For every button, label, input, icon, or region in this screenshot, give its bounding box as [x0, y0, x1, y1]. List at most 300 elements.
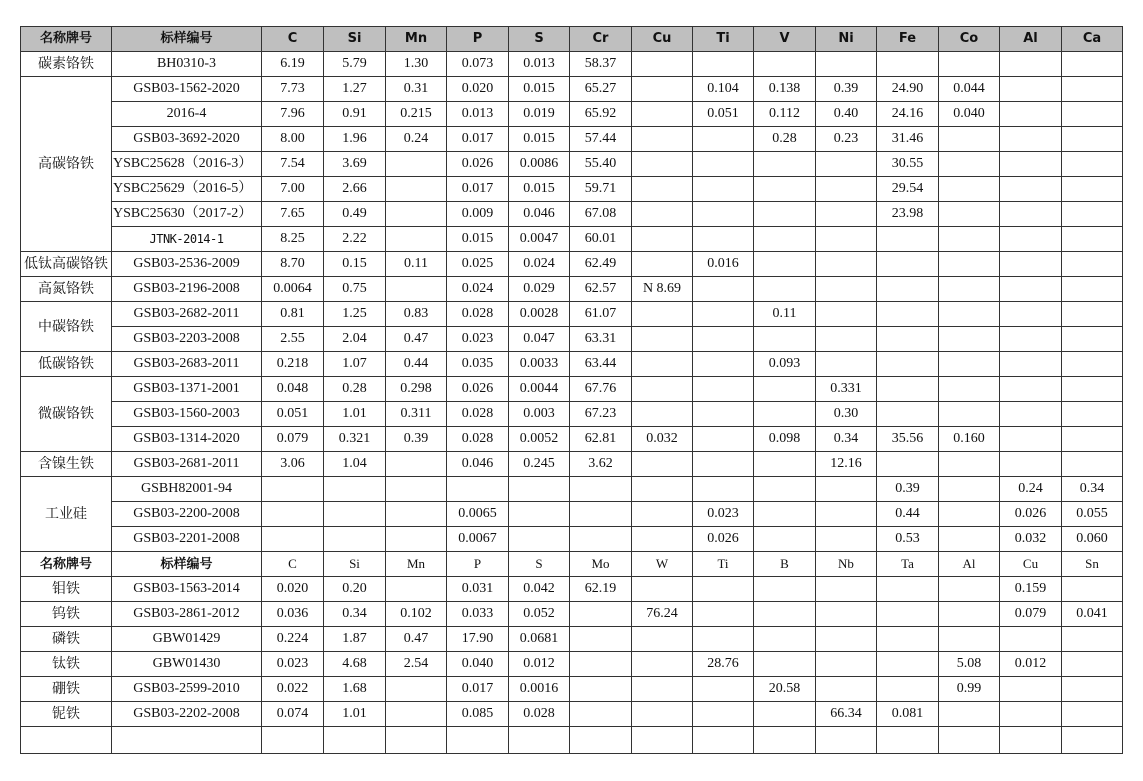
value-cell: 0.44 — [386, 352, 447, 377]
value-cell — [754, 252, 816, 277]
standard-id-cell: YSBC25628（2016-3） — [112, 152, 262, 177]
column-header: Si — [324, 27, 386, 52]
standard-id-cell: YSBC25629（2016-5） — [112, 177, 262, 202]
value-cell — [754, 327, 816, 352]
value-cell: 3.69 — [324, 152, 386, 177]
value-cell — [632, 177, 693, 202]
value-cell — [570, 477, 632, 502]
value-cell — [939, 302, 1000, 327]
value-cell: 31.46 — [877, 127, 939, 152]
standard-id-cell: GBW01430 — [112, 652, 262, 677]
empty-cell — [1000, 727, 1062, 754]
value-cell — [939, 452, 1000, 477]
value-cell — [632, 52, 693, 77]
value-cell: 8.25 — [262, 227, 324, 252]
value-cell — [570, 527, 632, 552]
value-cell: 0.033 — [447, 602, 509, 627]
value-cell: 29.54 — [877, 177, 939, 202]
value-cell — [1000, 452, 1062, 477]
value-cell — [447, 477, 509, 502]
column-header: Mn — [386, 27, 447, 52]
value-cell — [1000, 202, 1062, 227]
value-cell: 2.54 — [386, 652, 447, 677]
value-cell: 0.028 — [447, 302, 509, 327]
value-cell — [632, 702, 693, 727]
value-cell: 0.032 — [1000, 527, 1062, 552]
value-cell: 0.026 — [447, 377, 509, 402]
value-cell — [324, 502, 386, 527]
value-cell — [754, 277, 816, 302]
value-cell: 0.40 — [816, 102, 877, 127]
value-cell — [754, 602, 816, 627]
standard-id-cell: GSB03-2599-2010 — [112, 677, 262, 702]
column-header: Co — [939, 27, 1000, 52]
value-cell: 0.81 — [262, 302, 324, 327]
value-cell: 3.06 — [262, 452, 324, 477]
value-cell — [509, 477, 570, 502]
value-cell: 0.040 — [447, 652, 509, 677]
value-cell — [754, 152, 816, 177]
value-cell — [386, 477, 447, 502]
value-cell: 67.76 — [570, 377, 632, 402]
value-cell — [632, 327, 693, 352]
value-cell — [632, 652, 693, 677]
value-cell: 0.83 — [386, 302, 447, 327]
column-header: Cr — [570, 27, 632, 52]
value-cell: 0.28 — [754, 127, 816, 152]
value-cell — [632, 127, 693, 152]
value-cell — [632, 677, 693, 702]
value-cell — [877, 377, 939, 402]
value-cell — [632, 377, 693, 402]
value-cell: 63.44 — [570, 352, 632, 377]
value-cell — [1062, 702, 1123, 727]
value-cell — [632, 152, 693, 177]
value-cell: 3.62 — [570, 452, 632, 477]
value-cell — [693, 227, 754, 252]
value-cell: 0.160 — [939, 427, 1000, 452]
table-row — [21, 452, 1123, 477]
value-cell — [816, 202, 877, 227]
value-cell: 0.028 — [447, 427, 509, 452]
table-row — [21, 277, 1123, 302]
value-cell: 1.25 — [324, 302, 386, 327]
value-cell: 1.68 — [324, 677, 386, 702]
value-cell — [1062, 52, 1123, 77]
value-cell: 0.298 — [386, 377, 447, 402]
value-cell: 0.020 — [447, 77, 509, 102]
value-cell — [632, 77, 693, 102]
column-header: Ca — [1062, 27, 1123, 52]
value-cell — [570, 652, 632, 677]
value-cell — [262, 502, 324, 527]
grade-name-cell: 碳素铬铁 — [21, 52, 112, 77]
standard-id-cell: GSB03-1314-2020 — [112, 427, 262, 452]
value-cell — [1000, 327, 1062, 352]
value-cell — [386, 227, 447, 252]
value-cell — [754, 177, 816, 202]
table-row — [21, 202, 1123, 227]
value-cell — [632, 577, 693, 602]
value-cell — [939, 577, 1000, 602]
ferroalloy-standards-table — [20, 26, 1123, 754]
value-cell — [632, 202, 693, 227]
value-cell: 7.00 — [262, 177, 324, 202]
column-header: Cu — [632, 27, 693, 52]
value-cell: 20.58 — [754, 677, 816, 702]
value-cell: 0.051 — [262, 402, 324, 427]
value-cell: 0.015 — [509, 127, 570, 152]
value-cell — [693, 477, 754, 502]
value-cell: 0.041 — [1062, 602, 1123, 627]
empty-cell — [693, 727, 754, 754]
value-cell — [1062, 427, 1123, 452]
value-cell: 62.57 — [570, 277, 632, 302]
value-cell: 0.079 — [1000, 602, 1062, 627]
value-cell — [693, 702, 754, 727]
value-cell: 0.031 — [447, 577, 509, 602]
value-cell — [693, 627, 754, 652]
value-cell — [693, 602, 754, 627]
value-cell — [939, 377, 1000, 402]
value-cell: 0.34 — [1062, 477, 1123, 502]
value-cell — [877, 577, 939, 602]
value-cell — [1062, 402, 1123, 427]
empty-cell — [816, 727, 877, 754]
standard-id-cell: YSBC25630（2017-2） — [112, 202, 262, 227]
value-cell — [754, 527, 816, 552]
value-cell: 0.49 — [324, 202, 386, 227]
value-cell: 0.20 — [324, 577, 386, 602]
value-cell: 0.0681 — [509, 627, 570, 652]
value-cell: 1.01 — [324, 402, 386, 427]
value-cell — [754, 477, 816, 502]
table-row — [21, 77, 1123, 102]
value-cell: 0.24 — [1000, 477, 1062, 502]
value-cell: 8.70 — [262, 252, 324, 277]
value-cell: 0.012 — [509, 652, 570, 677]
value-cell: 17.90 — [447, 627, 509, 652]
column-header: Ni — [816, 27, 877, 52]
value-cell: 0.047 — [509, 327, 570, 352]
column-header: Ti — [693, 27, 754, 52]
value-cell: 0.026 — [447, 152, 509, 177]
value-cell: 0.032 — [632, 427, 693, 452]
value-cell — [816, 327, 877, 352]
table-row — [21, 427, 1123, 452]
column-header: 名称牌号 — [21, 552, 112, 577]
standard-id-cell: GSB03-2203-2008 — [112, 327, 262, 352]
value-cell — [386, 527, 447, 552]
value-cell — [1062, 327, 1123, 352]
value-cell — [816, 652, 877, 677]
value-cell — [693, 327, 754, 352]
value-cell: 4.68 — [324, 652, 386, 677]
table-row — [21, 127, 1123, 152]
value-cell: 0.016 — [693, 252, 754, 277]
value-cell: 61.07 — [570, 302, 632, 327]
value-cell: 24.16 — [877, 102, 939, 127]
value-cell: 60.01 — [570, 227, 632, 252]
value-cell: 0.0086 — [509, 152, 570, 177]
empty-cell — [21, 727, 112, 754]
value-cell — [816, 352, 877, 377]
value-cell — [1062, 377, 1123, 402]
table-row — [21, 602, 1123, 627]
value-cell: 0.040 — [939, 102, 1000, 127]
value-cell: 0.218 — [262, 352, 324, 377]
value-cell — [1000, 252, 1062, 277]
value-cell — [877, 302, 939, 327]
value-cell: 0.0028 — [509, 302, 570, 327]
value-cell: 65.27 — [570, 77, 632, 102]
value-cell: 0.311 — [386, 402, 447, 427]
value-cell: 0.0047 — [509, 227, 570, 252]
value-cell: 0.44 — [877, 502, 939, 527]
value-cell — [570, 602, 632, 627]
value-cell — [1062, 452, 1123, 477]
empty-cell — [632, 727, 693, 754]
value-cell: 0.23 — [816, 127, 877, 152]
value-cell: 0.0067 — [447, 527, 509, 552]
table-row — [21, 652, 1123, 677]
value-cell — [877, 627, 939, 652]
grade-name-cell: 高氮铬铁 — [21, 277, 112, 302]
value-cell — [939, 227, 1000, 252]
value-cell: 0.026 — [693, 527, 754, 552]
value-cell — [632, 627, 693, 652]
value-cell: 0.017 — [447, 677, 509, 702]
value-cell: 0.215 — [386, 102, 447, 127]
column-header: Fe — [877, 27, 939, 52]
value-cell: 2.04 — [324, 327, 386, 352]
value-cell — [939, 527, 1000, 552]
column-header: P — [447, 552, 509, 577]
value-cell — [816, 152, 877, 177]
value-cell — [816, 477, 877, 502]
value-cell — [816, 177, 877, 202]
value-cell — [939, 502, 1000, 527]
value-cell: 0.30 — [816, 402, 877, 427]
value-cell — [632, 352, 693, 377]
column-header: Mn — [386, 552, 447, 577]
value-cell: 0.0016 — [509, 677, 570, 702]
value-cell — [632, 227, 693, 252]
value-cell — [1000, 702, 1062, 727]
value-cell: 55.40 — [570, 152, 632, 177]
value-cell — [754, 452, 816, 477]
empty-cell — [386, 727, 447, 754]
value-cell — [754, 227, 816, 252]
grade-name-cell: 钛铁 — [21, 652, 112, 677]
table-row — [21, 377, 1123, 402]
column-header: Cu — [1000, 552, 1062, 577]
value-cell — [632, 477, 693, 502]
value-cell: 0.224 — [262, 627, 324, 652]
value-cell: 59.71 — [570, 177, 632, 202]
value-cell: 76.24 — [632, 602, 693, 627]
column-header: C — [262, 27, 324, 52]
value-cell — [1062, 277, 1123, 302]
value-cell — [1000, 352, 1062, 377]
column-header: V — [754, 27, 816, 52]
value-cell — [1062, 152, 1123, 177]
value-cell — [1062, 77, 1123, 102]
value-cell: 0.079 — [262, 427, 324, 452]
table-row — [21, 402, 1123, 427]
table-row — [21, 227, 1123, 252]
value-cell — [1062, 202, 1123, 227]
value-cell: 57.44 — [570, 127, 632, 152]
value-cell — [877, 602, 939, 627]
standard-id-cell: BH0310-3 — [112, 52, 262, 77]
value-cell: 0.39 — [816, 77, 877, 102]
value-cell — [1062, 677, 1123, 702]
value-cell: 2.22 — [324, 227, 386, 252]
empty-cell — [570, 727, 632, 754]
value-cell: 28.76 — [693, 652, 754, 677]
value-cell: N 8.69 — [632, 277, 693, 302]
value-cell: 0.028 — [509, 702, 570, 727]
table-row — [21, 302, 1123, 327]
value-cell — [570, 677, 632, 702]
value-cell — [816, 277, 877, 302]
value-cell: 0.331 — [816, 377, 877, 402]
value-cell: 0.074 — [262, 702, 324, 727]
value-cell — [877, 452, 939, 477]
value-cell — [693, 202, 754, 227]
standard-id-cell: GSB03-2196-2008 — [112, 277, 262, 302]
value-cell: 0.046 — [509, 202, 570, 227]
column-header: Si — [324, 552, 386, 577]
standard-id-cell: GSB03-1371-2001 — [112, 377, 262, 402]
empty-cell — [112, 727, 262, 754]
value-cell — [1062, 227, 1123, 252]
value-cell: 0.15 — [324, 252, 386, 277]
value-cell — [1000, 127, 1062, 152]
value-cell: 0.055 — [1062, 502, 1123, 527]
value-cell: 0.0033 — [509, 352, 570, 377]
value-cell — [1062, 627, 1123, 652]
value-cell: 0.052 — [509, 602, 570, 627]
value-cell: 62.49 — [570, 252, 632, 277]
value-cell: 0.34 — [324, 602, 386, 627]
value-cell — [754, 377, 816, 402]
value-cell — [816, 677, 877, 702]
standard-id-cell: GBW01429 — [112, 627, 262, 652]
empty-cell — [447, 727, 509, 754]
value-cell — [1062, 102, 1123, 127]
value-cell — [939, 327, 1000, 352]
standard-id-cell: GSB03-1560-2003 — [112, 402, 262, 427]
table-row — [21, 102, 1123, 127]
value-cell: 5.08 — [939, 652, 1000, 677]
value-cell: 1.87 — [324, 627, 386, 652]
value-cell: 7.96 — [262, 102, 324, 127]
value-cell — [816, 502, 877, 527]
value-cell: 30.55 — [877, 152, 939, 177]
value-cell: 0.138 — [754, 77, 816, 102]
value-cell — [509, 502, 570, 527]
table-row — [21, 327, 1123, 352]
value-cell — [816, 602, 877, 627]
value-cell: 67.08 — [570, 202, 632, 227]
value-cell: 1.30 — [386, 52, 447, 77]
value-cell — [939, 277, 1000, 302]
value-cell: 0.046 — [447, 452, 509, 477]
value-cell: 0.104 — [693, 77, 754, 102]
value-cell — [1000, 77, 1062, 102]
value-cell: 0.53 — [877, 527, 939, 552]
value-cell — [754, 202, 816, 227]
empty-cell — [939, 727, 1000, 754]
value-cell — [1062, 252, 1123, 277]
value-cell: 8.00 — [262, 127, 324, 152]
value-cell — [939, 252, 1000, 277]
value-cell: 6.19 — [262, 52, 324, 77]
value-cell: 0.098 — [754, 427, 816, 452]
value-cell — [1062, 127, 1123, 152]
value-cell — [693, 377, 754, 402]
standard-id-cell: GSB03-2682-2011 — [112, 302, 262, 327]
column-header: Mo — [570, 552, 632, 577]
value-cell — [939, 127, 1000, 152]
value-cell — [1000, 227, 1062, 252]
value-cell — [693, 177, 754, 202]
value-cell: 62.81 — [570, 427, 632, 452]
value-cell: 0.24 — [386, 127, 447, 152]
grade-name-cell: 含镍生铁 — [21, 452, 112, 477]
standard-id-cell: GSBH82001-94 — [112, 477, 262, 502]
value-cell: 35.56 — [877, 427, 939, 452]
value-cell: 2.55 — [262, 327, 324, 352]
value-cell — [693, 452, 754, 477]
table-row — [21, 52, 1123, 77]
value-cell — [693, 52, 754, 77]
value-cell: 0.0065 — [447, 502, 509, 527]
grade-name-cell: 磷铁 — [21, 627, 112, 652]
value-cell — [693, 402, 754, 427]
value-cell: 0.022 — [262, 677, 324, 702]
value-cell: 24.90 — [877, 77, 939, 102]
value-cell — [754, 52, 816, 77]
grade-name-cell: 钼铁 — [21, 577, 112, 602]
value-cell: 0.003 — [509, 402, 570, 427]
value-cell: 0.015 — [509, 177, 570, 202]
value-cell — [816, 252, 877, 277]
value-cell — [754, 702, 816, 727]
value-cell: 0.012 — [1000, 652, 1062, 677]
value-cell: 12.16 — [816, 452, 877, 477]
value-cell: 0.0044 — [509, 377, 570, 402]
value-cell: 0.321 — [324, 427, 386, 452]
value-cell: 0.035 — [447, 352, 509, 377]
value-cell — [693, 352, 754, 377]
standard-id-cell: GSB03-1562-2020 — [112, 77, 262, 102]
value-cell — [1000, 177, 1062, 202]
value-cell — [754, 627, 816, 652]
value-cell: 65.92 — [570, 102, 632, 127]
column-header: 标样编号 — [112, 552, 262, 577]
value-cell — [693, 277, 754, 302]
header-row — [21, 552, 1123, 577]
value-cell — [1000, 402, 1062, 427]
value-cell — [939, 702, 1000, 727]
value-cell — [693, 577, 754, 602]
value-cell: 0.093 — [754, 352, 816, 377]
value-cell — [386, 277, 447, 302]
standard-id-cell: GSB03-2861-2012 — [112, 602, 262, 627]
